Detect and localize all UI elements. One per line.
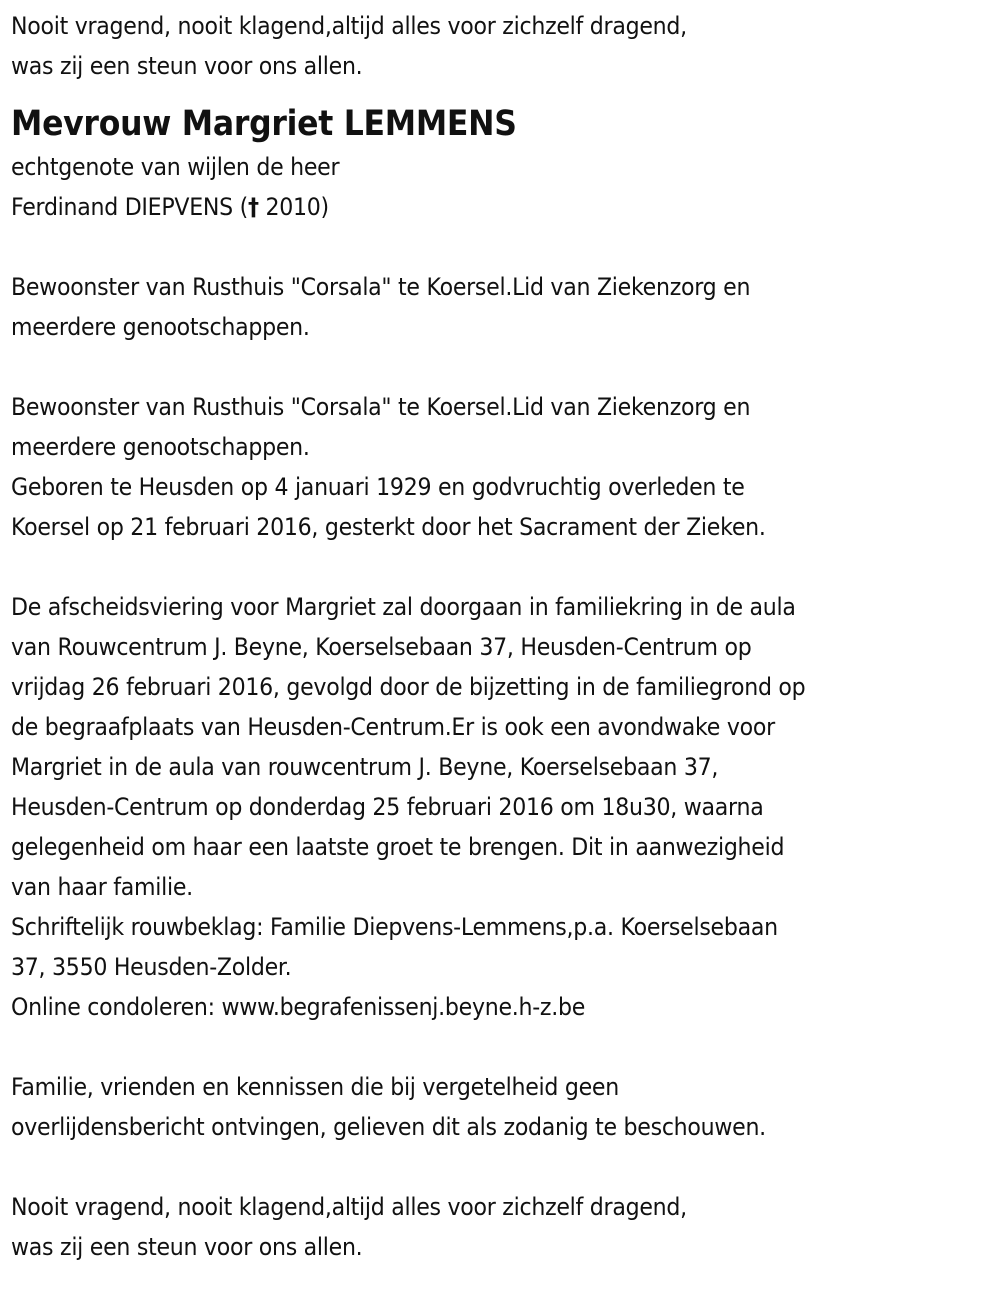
spouse-name-line [11,187,921,227]
online-condolence-link[interactable]: www.begrafenissenj.beyne.h-z.be [221,993,586,1021]
spouse-relation: echtgenote van wijlen de heer [11,153,340,181]
text-line: Bewoonster van Rusthuis "Corsala" te Koersel.Lid van Ziekenzorg en [11,393,751,421]
spouse-death-year: 2010) [258,193,329,221]
motto-bottom [11,1187,1000,1267]
motto-top [11,6,1000,86]
ceremony-line: van haar familie. [11,873,193,901]
spacer [11,1147,1000,1187]
condolence-address-line: Schriftelijk rouwbeklag: Familie Diepvens-Lemmens,p.a. Koerselsebaan [11,913,778,941]
spacer [11,347,1000,387]
birth-death-line: Geboren te Heusden op 4 januari 1929 en godvruchtig overleden te [11,473,745,501]
notice-paragraph [11,1067,1000,1147]
ceremony-paragraph [11,587,1000,1027]
motto-line: Nooit vragend, nooit klagend,altijd alles voor zichzelf dragend, [11,1193,687,1221]
birth-death-line: Koersel op 21 februari 2016, gesterkt door het Sacrament der Zieken. [11,513,766,541]
text-line: meerdere genootschappen. [11,433,310,461]
motto-line: was zij een steun voor ons allen. [11,1233,363,1261]
ceremony-line: de begraafplaats van Heusden-Centrum.Er is ook een avondwake voor [11,713,775,741]
notice-line: overlijdensbericht ontvingen, gelieven dit als zodanig te beschouwen. [11,1113,766,1141]
deceased-name: Mevrouw Margriet LEMMENS [11,104,517,144]
residence-paragraph-2 [11,387,1000,547]
ceremony-line: vrijdag 26 februari 2016, gevolgd door de bijzetting in de familiegrond op [11,673,806,701]
ceremony-line: gelegenheid om haar een laatste groet te brengen. Dit in aanwezigheid [11,833,785,861]
condolence-address-line: 37, 3550 Heusden-Zolder. [11,953,292,981]
spouse-name: Ferdinand DIEPVENS ( [11,193,248,221]
spacer [11,227,1000,267]
online-condolence-line [11,987,921,1027]
ceremony-line: De afscheidsviering voor Margriet zal doorgaan in familiekring in de aula [11,593,796,621]
spacer [11,547,1000,587]
residence-paragraph-1 [11,267,1000,347]
cross-icon: † [247,193,259,221]
text-line: Bewoonster van Rusthuis "Corsala" te Koersel.Lid van Ziekenzorg en [11,273,751,301]
notice-line: Familie, vrienden en kennissen die bij vergetelheid geen [11,1073,619,1101]
motto-line: Nooit vragend, nooit klagend,altijd alles voor zichzelf dragend, [11,12,687,40]
motto-line: was zij een steun voor ons allen. [11,52,363,80]
text-line: meerdere genootschappen. [11,313,310,341]
ceremony-line: Heusden-Centrum op donderdag 25 februari 2016 om 18u30, waarna [11,793,764,821]
ceremony-line: Margriet in de aula van rouwcentrum J. Beyne, Koerselsebaan 37, [11,753,719,781]
spacer [11,1027,1000,1067]
online-condolence-label: Online condoleren: [11,993,222,1021]
ceremony-line: van Rouwcentrum J. Beyne, Koerselsebaan 37, Heusden-Centrum op [11,633,752,661]
